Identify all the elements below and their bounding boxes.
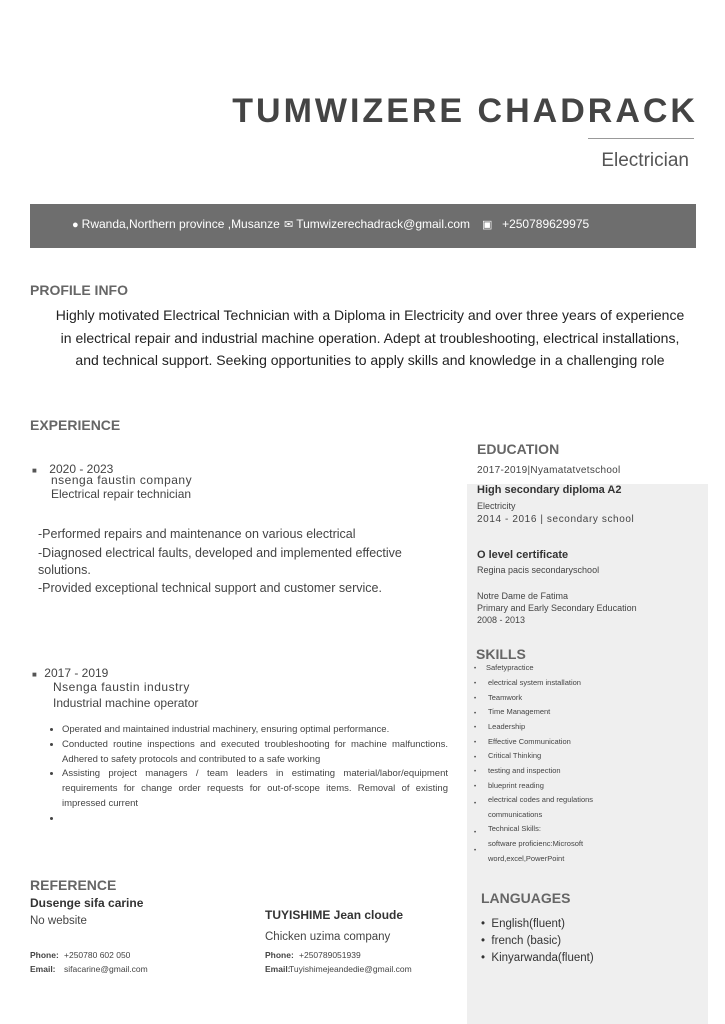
skill-item: testing and inspection (488, 766, 561, 775)
job-1-years: 2020 - 2023 (49, 462, 114, 476)
reference-1-email[interactable]: Email: sifacarine@gmail.com (30, 964, 148, 974)
reference-1-org: No website (30, 915, 87, 927)
skill-item: Leadership (488, 722, 526, 731)
reference-2-org: Chicken uzima company (265, 931, 391, 943)
job-2-duty: • Conducted routine inspections and executed troubleshooting for machine malfunctions. Adhered to safety protocols and contributed to a safe working (62, 738, 448, 768)
education-field: Primary and Early Secondary Education (477, 603, 637, 613)
experience-heading: EXPERIENCE (30, 417, 121, 433)
education-first-line: 2017-2019|Nyamatatvetschool (477, 465, 621, 476)
job-1-duty: -Performed repairs and maintenance on various electrical (38, 527, 356, 541)
skill-item: Teamwork (488, 693, 523, 702)
skill-item: blueprint reading (488, 781, 544, 790)
map-pin-icon: ● (72, 219, 79, 231)
skill-item: Technical Skills: (488, 824, 541, 833)
contact-bar (30, 204, 696, 248)
languages-list (481, 918, 594, 969)
profile-text: Highly motivated Electrical Technician with a Diploma in Electricity and over three years of experience in electrical repair and industrial machine operation. Adept at troubleshooting, electrical installations, and technical support. Seeking opportunities to apply skills and knowledge in a challenging role (55, 307, 685, 368)
reference-1-phone: Phone: +250780 602 050 (30, 950, 131, 960)
job-1-company: nsenga faustin company (51, 473, 193, 487)
reference-1-name: Dusenge sifa carine (30, 896, 144, 910)
skill-item: word,excel,PowerPoint (488, 854, 565, 863)
job-2-years: 2017 - 2019 (44, 666, 109, 680)
bullet-icon: ■ (32, 466, 37, 475)
email-text: Tumwizerechadrack@gmail.com (296, 217, 471, 231)
reference-heading: REFERENCE (30, 877, 117, 893)
language-item: • french (basic) (481, 935, 562, 947)
education-heading: EDUCATION (477, 441, 560, 457)
job-1-role: Electrical repair technician (51, 487, 192, 501)
reference-2-email[interactable]: Email:Tuyishimejeandedie@gmail.com (265, 964, 412, 974)
job-2-duty: • Assisting project managers / team leaders in estimating material/labor/equipment requirements for change order requests for out-of-scope items. Removal of existing impressed current (62, 767, 448, 811)
job-2-duty: • Operated and maintained industrial machinery, ensuring optimal performance. (62, 723, 448, 738)
profile-heading: PROFILE INFO (30, 282, 128, 298)
job-1-duty: -Provided exceptional technical support and customer service. (38, 581, 382, 595)
contact-phone[interactable] (482, 217, 589, 231)
reference-2-name: TUYISHIME Jean cloude (265, 908, 404, 922)
skill-item: Effective Communication (488, 737, 571, 746)
language-item: • English(fluent) (481, 918, 565, 930)
skill-item: Time Management (488, 707, 551, 716)
skill-item: software proficienc:Microsoft (488, 839, 584, 848)
skill-item: Safetypractice (486, 663, 534, 672)
job-2-duty (62, 812, 448, 827)
phone-icon: ▣ (482, 219, 493, 231)
skill-item: electrical codes and regulations (488, 795, 594, 804)
location-text: Rwanda,Northern province ,Musanze (81, 217, 280, 231)
education-school: Regina pacis secondaryschool (477, 565, 600, 575)
candidate-name: TUMWIZERE CHADRACK (232, 92, 698, 130)
job-2-role: Industrial machine operator (53, 696, 199, 710)
bullet-icon: ■ (32, 670, 37, 679)
education-title: O level certificate (477, 549, 569, 561)
job-2-duties (48, 723, 448, 827)
contact-email[interactable] (284, 217, 470, 231)
education-years: 2014 - 2016 | secondary school (477, 514, 635, 525)
skill-item: Critical Thinking (488, 751, 542, 760)
language-item: • Kinyarwanda(fluent) (481, 952, 594, 964)
phone-text: +250789629975 (502, 217, 590, 231)
languages-heading: LANGUAGES (481, 890, 571, 906)
contact-location (72, 217, 280, 231)
skill-item: communications (488, 810, 543, 819)
job-title: Electrician (601, 150, 689, 171)
skills-heading: SKILLS (476, 646, 526, 662)
job-1-duty: -Diagnosed electrical faults, developed and implemented effective solutions. (38, 546, 402, 577)
education-field: Electricity (477, 501, 516, 511)
name-underline (588, 138, 694, 139)
education-years: 2008 - 2013 (477, 615, 526, 625)
job-2-company: Nsenga faustin industry (53, 680, 190, 694)
skill-item: electrical system installation (488, 678, 581, 687)
envelope-icon: ✉ (284, 219, 294, 231)
education-title: High secondary diploma A2 (477, 484, 622, 496)
reference-2-phone: Phone: +250789051939 (265, 950, 361, 960)
education-school: Notre Dame de Fatima (477, 591, 569, 601)
